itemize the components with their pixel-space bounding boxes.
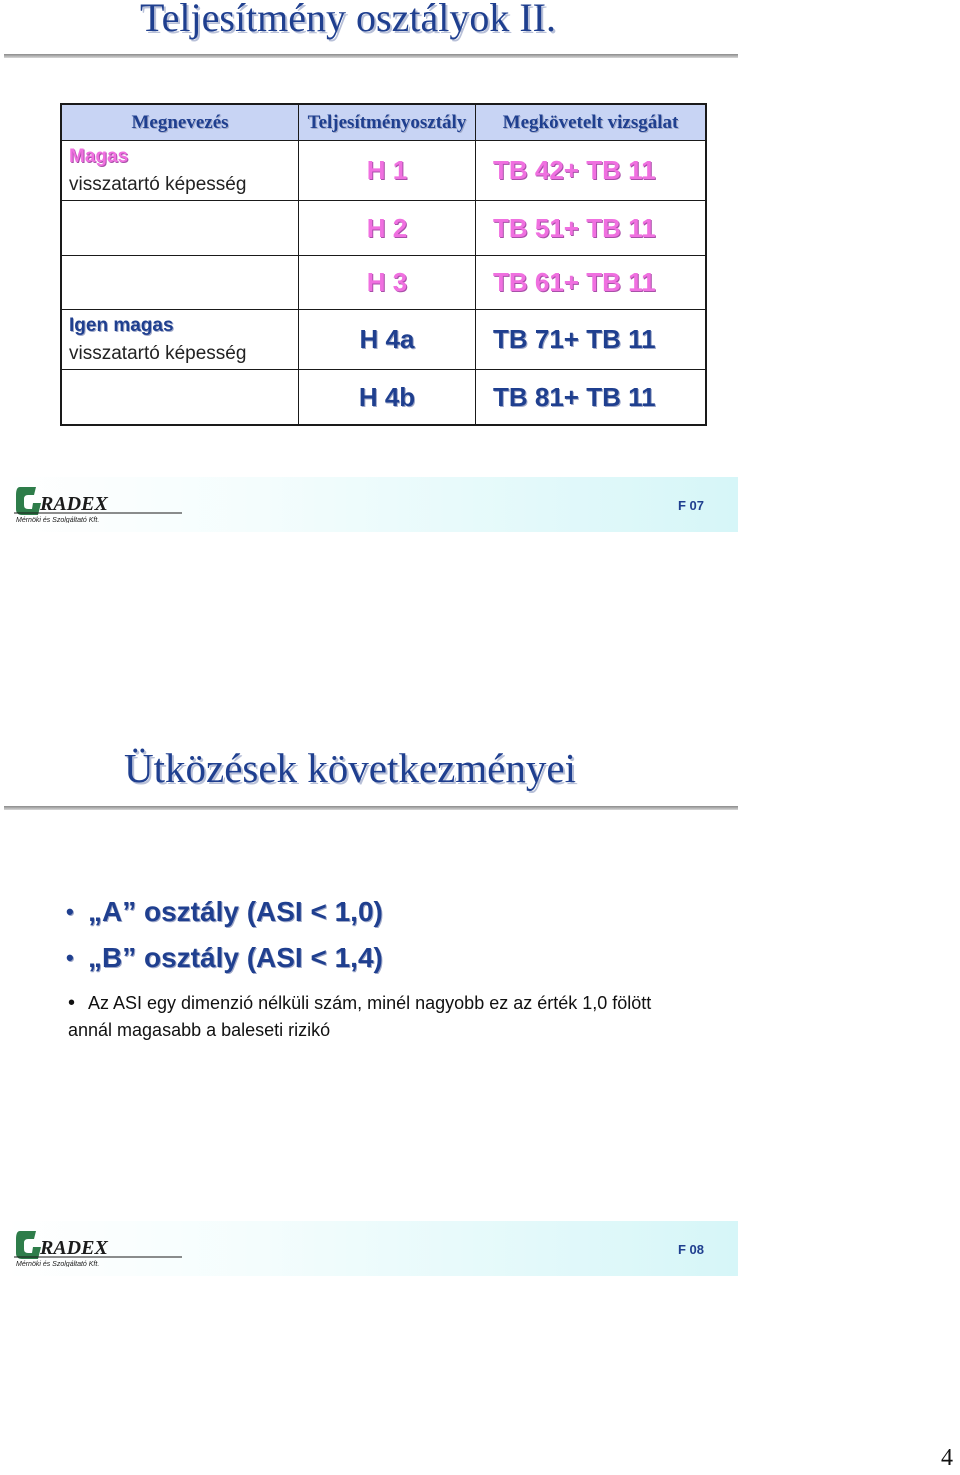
slide-code: F 08 <box>677 1242 704 1257</box>
logo-wordmark: RADEX <box>40 493 108 515</box>
row-test: TB 81+ TB 11 <box>476 370 707 426</box>
row-name <box>61 201 299 256</box>
table-row <box>61 256 706 310</box>
table-row <box>61 201 706 256</box>
row-name <box>61 370 299 426</box>
bullet-class-b: • „B” osztály (ASI < 1,4) <box>66 935 383 981</box>
slide-code: F 07 <box>677 498 704 513</box>
slide-title: Ütközések következményei <box>124 745 576 791</box>
header-class: Teljesítményosztály <box>299 104 476 141</box>
row-class: H 3 <box>299 256 476 310</box>
slide-title: Teljesítmény osztályok II. <box>140 0 556 40</box>
row-name-highlight: Magas <box>69 145 129 167</box>
slide-footer <box>4 477 738 532</box>
row-test: TB 51+ TB 11 <box>476 201 707 256</box>
table-header-row <box>61 104 706 141</box>
slide-footer <box>4 1221 738 1276</box>
logo-subtitle: Mérnöki és Szolgáltató Kft. <box>16 517 100 523</box>
logo-wordmark: RADEX <box>40 1237 108 1259</box>
slide-collision-consequences <box>4 744 738 1276</box>
row-test: TB 61+ TB 11 <box>476 256 707 310</box>
row-class: H 2 <box>299 201 476 256</box>
table-row <box>61 141 706 201</box>
row-name-rest: visszatartó képesség <box>69 173 247 195</box>
row-name-rest: visszatartó képesség <box>69 342 247 364</box>
row-name <box>61 141 299 201</box>
radex-logo <box>14 1227 184 1267</box>
row-class: H 4b <box>299 370 476 426</box>
header-name: Megnevezés <box>61 104 299 141</box>
table-row <box>61 370 706 426</box>
bullet-class-a: • „A” osztály (ASI < 1,0) <box>66 889 383 935</box>
row-name-highlight: Igen magas <box>69 314 174 336</box>
asi-note <box>68 990 688 1044</box>
title-divider <box>4 806 738 810</box>
header-test: Megkövetelt vizsgálat <box>476 104 707 141</box>
row-class: H 4a <box>299 310 476 370</box>
row-name <box>61 310 299 370</box>
row-name <box>61 256 299 310</box>
radex-logo <box>14 483 184 523</box>
performance-class-table <box>60 103 707 426</box>
row-test: TB 71+ TB 11 <box>476 310 707 370</box>
slide-performance-classes <box>4 0 738 532</box>
bullet-list <box>66 889 383 981</box>
bullet-dot: • <box>68 992 76 1014</box>
asi-note-text: Az ASI egy dimenzió nélküli szám, minél nagyobb ez az érték 1,0 fölött annál magasabb a baleseti rizikó <box>68 993 652 1040</box>
logo-subtitle: Mérnöki és Szolgáltató Kft. <box>16 1261 100 1267</box>
table-row <box>61 310 706 370</box>
page-number: 4 <box>941 1445 953 1471</box>
title-divider <box>4 54 738 58</box>
row-class: H 1 <box>299 141 476 201</box>
row-test: TB 42+ TB 11 <box>476 141 707 201</box>
